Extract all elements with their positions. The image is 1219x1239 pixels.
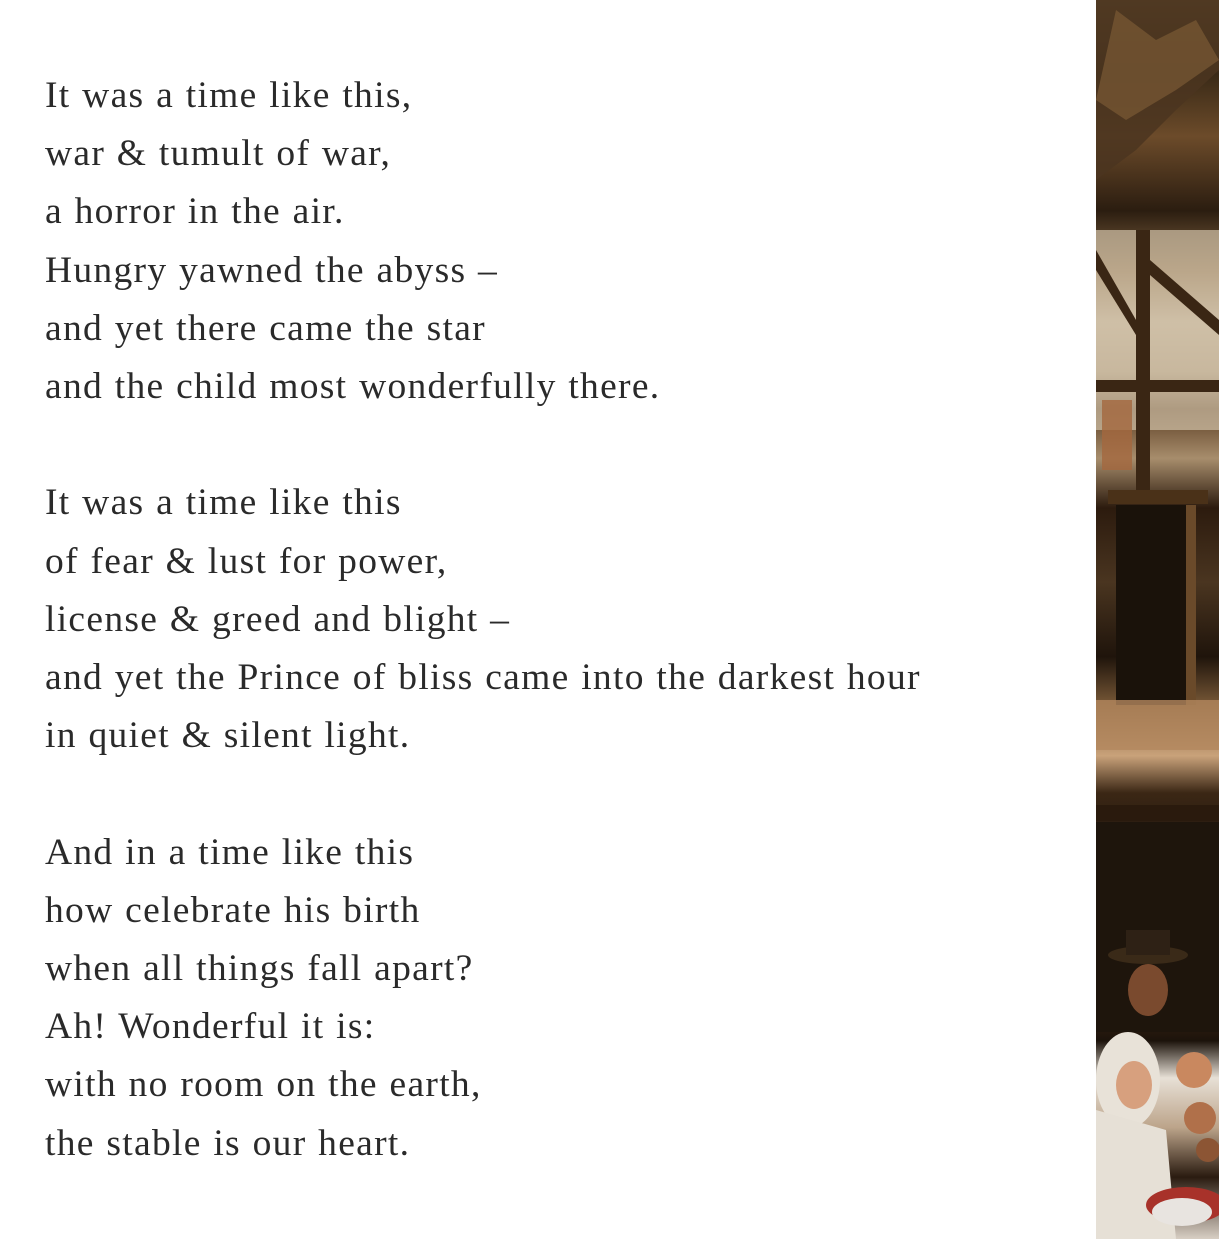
poem-line: It was a time like this, <box>45 75 413 116</box>
stanza-2 <box>45 474 1085 765</box>
poem-line: with no room on the earth, <box>45 1064 482 1106</box>
poem-line: and the child most wonderfully there. <box>45 366 661 408</box>
poem-line: license & greed and blight – <box>45 598 511 640</box>
poem-line: how celebrate his birth <box>45 889 421 931</box>
stanza-3 <box>45 824 1085 1173</box>
poem-line: and yet there came the star <box>45 307 486 349</box>
poem-text <box>45 67 1085 1231</box>
painting-strip <box>1096 0 1219 1239</box>
poem-line: a horror in the air. <box>45 191 345 233</box>
poem-line: It was a time like this <box>45 482 402 524</box>
poem-line: Ah! Wonderful it is: <box>45 1006 376 1048</box>
poem-line: Hungry yawned the abyss – <box>45 249 499 291</box>
painting-detail <box>1096 0 1219 1239</box>
poem-line: and yet the Prince of bliss came into the darkest hour <box>45 657 921 699</box>
poem-line: when all things fall apart? <box>45 948 474 990</box>
poem-line: of fear & lust for power, <box>45 540 448 582</box>
poem-line: And in a time like this <box>45 831 415 873</box>
poem-line: the stable is our heart. <box>45 1122 411 1164</box>
poem-line: in quiet & silent light. <box>45 715 411 757</box>
poem-line: war & tumult of war, <box>45 133 392 175</box>
stanza-1 <box>45 67 1085 416</box>
